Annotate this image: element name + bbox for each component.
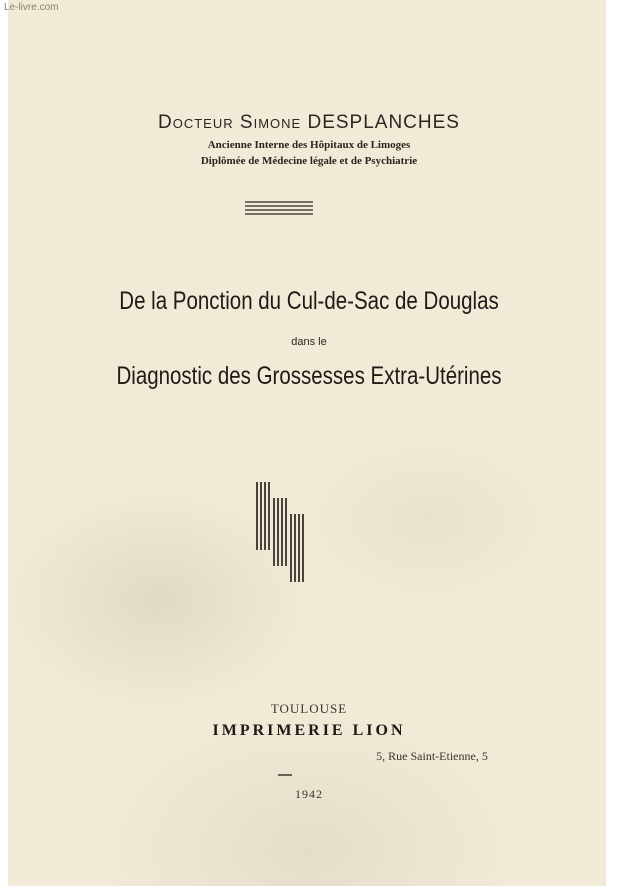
typographic-ornament [255, 482, 309, 582]
title-connector: dans le [291, 336, 327, 348]
separator-rules [245, 200, 313, 218]
imprint-city: TOULOUSE [270, 701, 348, 716]
credential-line: Ancienne Interne des Hôpitaux de Limoges [207, 139, 411, 151]
title-line-1: De la Ponction du Cul-de-Sac de Douglas [119, 287, 499, 315]
imprint-year: 1942 [295, 787, 323, 801]
imprint-separator [278, 774, 292, 776]
watermark: Le-livre.com [4, 2, 59, 13]
author-name: Docteur Simone DESPLANCHES [158, 112, 460, 133]
imprint-address-row [0, 749, 582, 764]
title-line-2: Diagnostic des Grossesses Extra-Utérines [116, 362, 502, 390]
imprint-printer: IMPRIMERIE LION [212, 722, 406, 739]
imprint-address: 5, Rue Saint-Etienne, 5 [376, 749, 488, 763]
credential-line: Diplômée de Médecine légale et de Psychiatrie [200, 155, 418, 167]
